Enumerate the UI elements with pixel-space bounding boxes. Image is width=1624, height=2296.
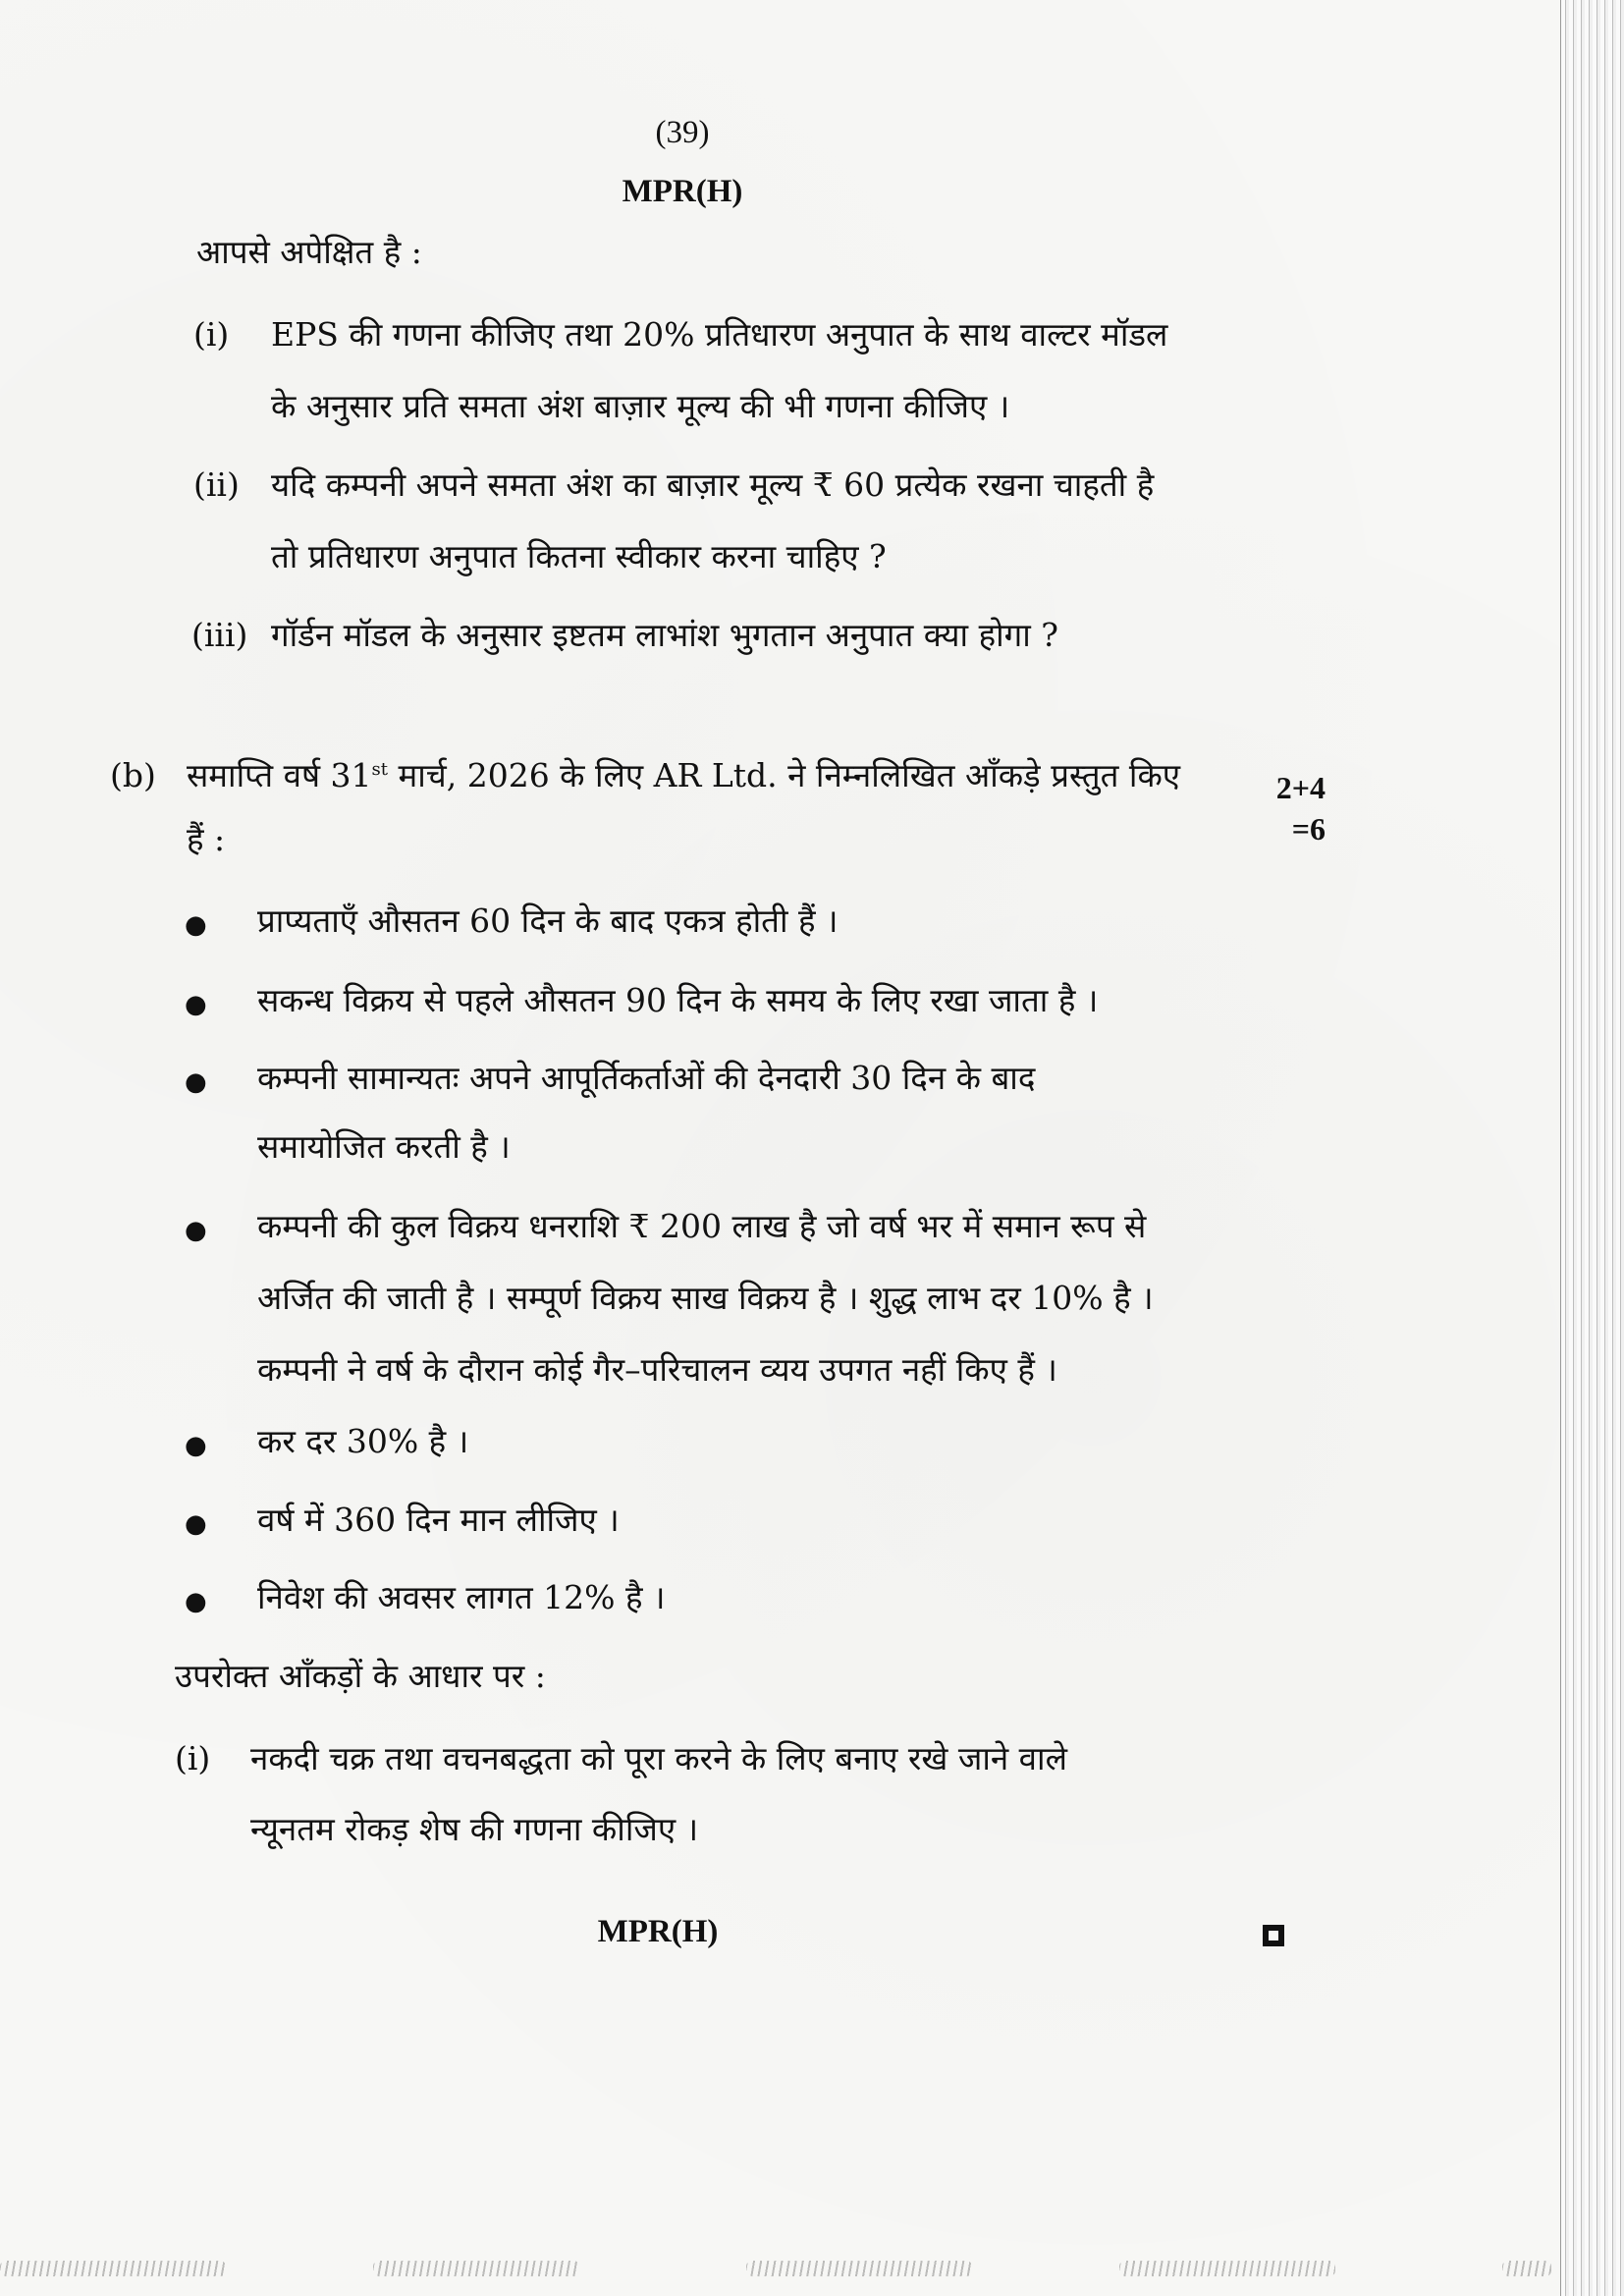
bullet-4-line3: कम्पनी ने वर्ष के दौरान कोई गैर–परिचालन व्यय उपगत नहीं किए हैं । [257,1350,1057,1389]
paper-code-header: MPR(H) [622,174,743,209]
bullet-6-line1: वर्ष में 360 दिन मान लीजिए । [257,1501,620,1539]
bullet-icon: ● [185,1067,207,1097]
intro-text: आपसे अपेक्षित है : [196,233,422,271]
part-b-label: (b) [110,756,156,794]
scan-artifact [0,2261,226,2276]
bullet-5-line1: कर दर 30% है । [257,1422,469,1460]
bullet-1-line1: प्राप्यताएँ औसतन 60 दिन के बाद एकत्र होती हैं । [257,902,839,940]
item-a1-line2: के अनुसार प्रति समता अंश बाज़ार मूल्य की भी गणना कीजिए । [271,387,1010,425]
bullet-icon: ● [185,1431,207,1460]
item-a3-number: (iii) [191,616,248,654]
marks-bottom: =6 [1291,811,1326,847]
bullet-icon: ● [185,1216,207,1245]
part-b-intro-line2: हैं : [187,820,226,858]
scan-artifact [373,2261,579,2276]
bullet-icon: ● [185,1587,207,1616]
item-b1-number: (i) [175,1739,211,1777]
bullet-4-line2: अर्जित की जाती है । सम्पूर्ण विक्रय साख विक्रय है । शुद्ध लाभ दर 10% है । [257,1279,1154,1317]
item-a2-number: (ii) [193,465,240,504]
bullet-2-line1: सकन्ध विक्रय से पहले औसतन 90 दिन के समय के लिए रखा जाता है । [257,981,1099,1019]
marks-top: 2+4 [1275,770,1326,805]
page-number: (39) [655,115,710,150]
item-b1-line1: नकदी चक्र तथा वचनबद्धता को पूरा करने के लिए बनाए रखे जाने वाले [250,1739,1067,1777]
scan-artifact [746,2261,972,2276]
scan-artifact [1119,2261,1335,2276]
bullet-4-line1: कम्पनी की कुल विक्रय धनराशि ₹ 200 लाख है जो वर्ष भर में समान रूप से [257,1207,1147,1245]
item-b1-line2: न्यूनतम रोकड़ शेष की गणना कीजिए । [250,1810,699,1848]
bullet-3-line2: समायोजित करती है । [257,1127,511,1166]
based-on-text: उपरोक्त आँकड़ों के आधार पर : [175,1657,546,1695]
bullet-3-line1: कम्पनी सामान्यतः अपने आपूर्तिकर्ताओं की देनदारी 30 दिन के बाद [257,1059,1036,1097]
bullet-icon: ● [185,1509,207,1539]
paper-code-footer: MPR(H) [597,1914,719,1949]
item-a2-line2: तो प्रतिधारण अनुपात कितना स्वीकार करना चाहिए ? [271,537,887,575]
item-a1-number: (i) [193,315,230,354]
page-marker-square-icon [1263,1925,1284,1946]
bullet-icon: ● [185,990,207,1019]
bullet-icon: ● [185,910,207,940]
item-a2-line1: यदि कम्पनी अपने समता अंश का बाज़ार मूल्य ₹ 60 प्रत्येक रखना चाहती है [271,465,1155,504]
bullet-7-line1: निवेश की अवसर लागत 12% है । [257,1578,666,1616]
part-b-intro-line1: समाप्ति वर्ष 31st मार्च, 2026 के लिए AR Ltd. ने निम्नलिखित आँकड़े प्रस्तुत किए [187,756,1181,794]
scan-artifact [1502,2261,1551,2276]
page-binding-edge [1560,0,1624,2296]
item-a1-line1: EPS की गणना कीजिए तथा 20% प्रतिधारण अनुपात के साथ वाल्टर मॉडल [271,315,1168,354]
item-a3-line1: गॉर्डन मॉडल के अनुसार इष्टतम लाभांश भुगतान अनुपात क्या होगा ? [271,616,1058,654]
